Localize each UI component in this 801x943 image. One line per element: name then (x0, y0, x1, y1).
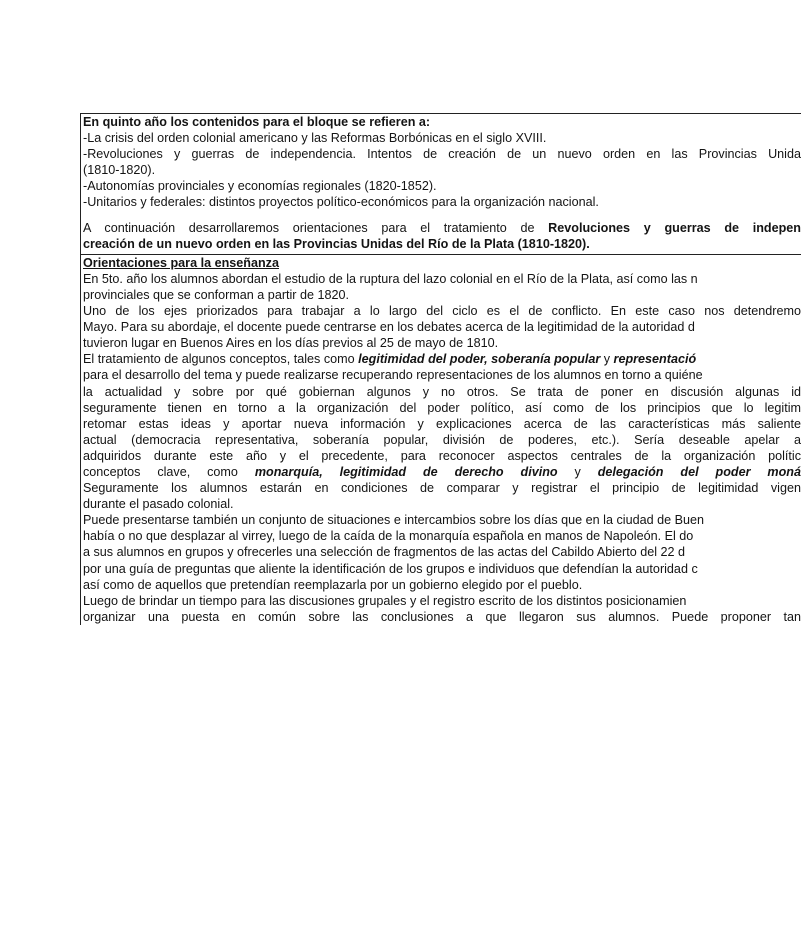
intro-paragraph: A continuación desarrollaremos orientaciones para el tratamiento de Revoluciones y guerras de indepen (83, 220, 801, 235)
text-line: En 5to. año los alumnos abordan el estudio de la ruptura del lazo colonial en el Río de la Plata, así como las n (83, 271, 698, 286)
block-title: En quinto año los contenidos para el bloque se refieren a: (83, 115, 431, 129)
contents-cell (81, 114, 801, 252)
list-item: -Unitarios y federales: distintos proyectos político-económicos para la organización nacional. (83, 195, 599, 210)
text-line: para el desarrollo del tema y puede realizarse recuperando representaciones de los alumnos en torno a quiéne (83, 368, 703, 383)
text-line: Seguramente los alumnos estarán en condiciones de comparar y registrar el principio de legitimidad vigen (83, 481, 801, 496)
text-line: por una guía de preguntas que aliente la identificación de los grupos e individuos que defendían la autoridad c (83, 561, 698, 576)
list-item: -Revoluciones y guerras de independencia. Intentos de creación de un nuevo orden en las Provincias Unida (83, 147, 801, 162)
text-line: conceptos clave, como monarquía, legitimidad de derecho divino y delegación del poder moná (83, 464, 801, 479)
text-line: El tratamiento de algunos conceptos, tales como legitimidad del poder, soberanía popular y representació (83, 352, 697, 367)
text-line: Mayo. Para su abordaje, el docente puede centrarse en los debates acerca de la legitimidad de la autoridad d (83, 320, 695, 335)
text-line: Uno de los ejes priorizados para trabajar a lo largo del ciclo es el de conflicto. En este caso nos detendremo (83, 304, 801, 319)
list-item: -Autonomías provinciales y economías regionales (1820-1852). (83, 179, 437, 194)
text-line: retomar estas ideas y aportar nueva información y explicaciones acerca de las características más saliente (83, 416, 801, 431)
section-heading: Orientaciones para la enseñanza (83, 255, 279, 270)
list-item: (1810-1820). (83, 163, 156, 178)
text-line: organizar una puesta en común sobre las conclusiones a que llegaron sus alumnos. Puede proponer tan (83, 609, 801, 624)
intro-paragraph-cont: creación de un nuevo orden en las Provincias Unidas del Río de la Plata (1810-1820). (83, 236, 590, 251)
text-line: Puede presentarse también un conjunto de situaciones e intercambios sobre los días que en la ciudad de Buen (83, 513, 704, 528)
text-line: a sus alumnos en grupos y ofrecerles una selección de fragmentos de las actas del Cabildo Abierto del 22 d (83, 545, 686, 560)
text-line: tuvieron lugar en Buenos Aires en los días previos al 25 de mayo de 1810. (83, 336, 499, 351)
content-table (80, 113, 801, 625)
text-line: actual (democracia representativa, soberanía popular, división de poderes, etc.). Sería deseable apelar a (83, 432, 801, 447)
text-line: provinciales que se conforman a partir de 1820. (83, 287, 350, 302)
text-line: adquiridos durante este año y el precedente, para reconocer aspectos centrales de la organización polític (83, 448, 801, 463)
text-line: la actualidad y sobre por qué gobiernan algunos y no otros. Se trata de poner en discusión algunas id (83, 384, 801, 399)
list-item: -La crisis del orden colonial americano y las Reformas Borbónicas en el siglo XVIII. (83, 131, 547, 146)
text-line: así como de aquellos que pretendían reemplazarla por un gobierno elegido por el pueblo. (83, 577, 583, 592)
orientations-cell (81, 254, 801, 625)
text-line: había o no que desplazar al virrey, luego de la caída de la monarquía española en manos de Napoleón. El do (83, 529, 694, 544)
text-line: Luego de brindar un tiempo para las discusiones grupales y el registro escrito de los distintos posicionamien (83, 593, 687, 608)
text-line: durante el pasado colonial. (83, 497, 234, 512)
text-line: seguramente tienen en torno a la organización del poder político, así como de los principios que lo legitim (83, 400, 801, 415)
